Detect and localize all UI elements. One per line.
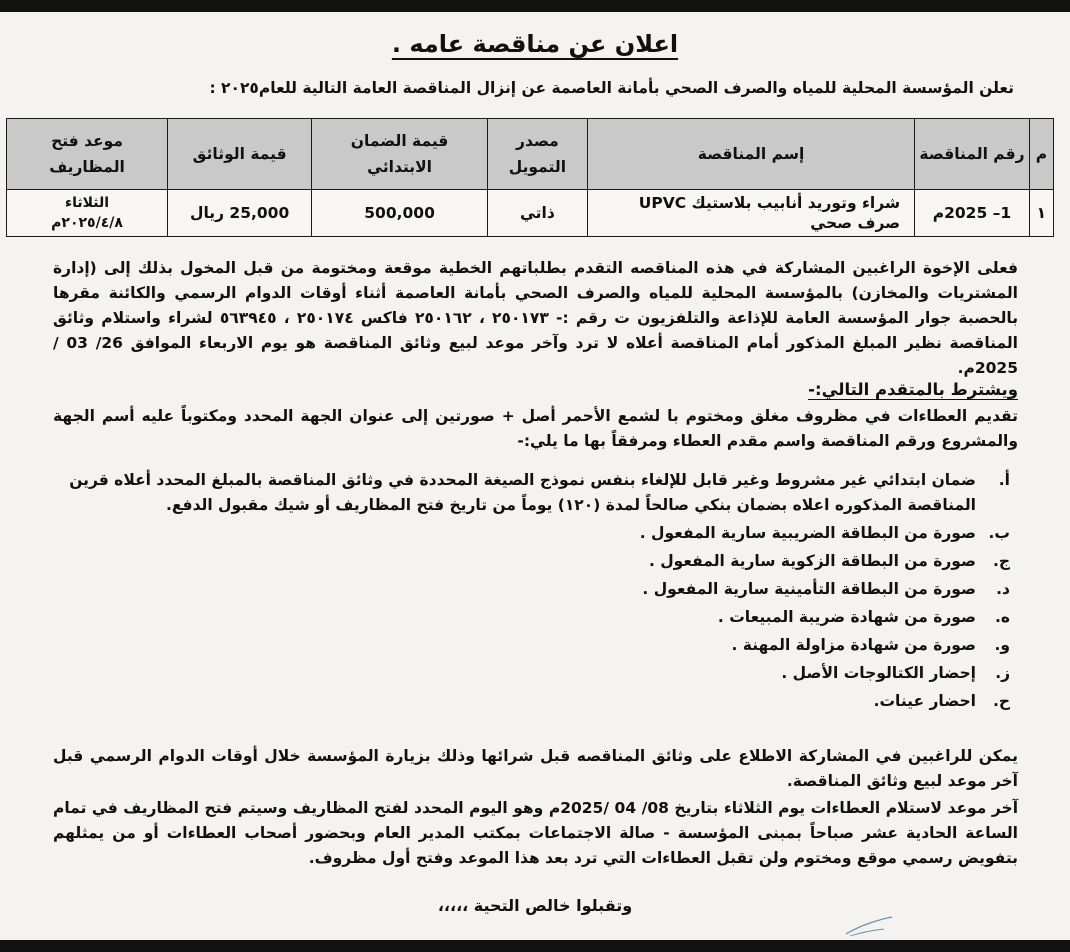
conditions-heading: ويشترط بالمتقدم التالي:-	[808, 380, 1018, 399]
list-item: ز. إحضار الكتالوجات الأصل .	[781, 664, 1010, 682]
list-item: ه. صورة من شهادة ضريبة المبيعات .	[717, 608, 1010, 626]
announcement-page	[0, 12, 1070, 940]
table-row	[7, 190, 1054, 237]
header-funding: مصدر التمويل	[487, 119, 587, 190]
participation-paragraph: فعلى الإخوة الراغبين المشاركة في هذه المناقصه التقدم بطلباتهم الخطية موقعة ومختومة من قبل المخول بذلك إلى (إدارة المشتريات والمخازن) بالمؤسسة المحلية للمياه والصرف الصحي بأمانة العاصمة أثناء أوقات الدوام الرسمي والكائنة مقرها بالحصبة جوار المؤسسة العامة للإذاعة والتلفزيون ت رقم :- ٢٥٠١٧٣ ، ٢٥٠١٦٢ فاكس ٢٥٠١٧٤ ، ٥٦٣٩٤٥ لشراء واستلام وثائق المناقصة نظير المبلغ المذكور أمام المناقصة أعلاه لا ترد وآخر موعد لبيع وثائق المناقصة هو يوم الاربعاء الموافق 26/ 03 / 2025م.	[53, 259, 1019, 377]
intro-line: تعلن المؤسسة المحلية للمياه والصرف الصحي بأمانة العاصمة عن إنزال المناقصة العامة التالية للعام٢٠٢٥ :	[209, 79, 1014, 97]
cell-docs-price: 25,000 ريال	[168, 190, 312, 237]
bottom-dark-border	[0, 940, 1070, 952]
list-item: أ. ضمان ابتدائي غير مشروط وغير قابل للإلغاء بنفس نموذج الصيغة المحددة في وثائق المناقصة بالمبلغ المحدد أعلاه قرين المناقصة المذكوره اعلاه بضمان بنكي صالحاً لمدة (١٢٠) يوماً من تاريخ فتح المظاريف أو شيك مقبول الدفع.	[69, 471, 1010, 514]
cell-tender-name: شراء وتوريد أنابيب بلاستيك UPVC صرف صحي	[587, 190, 914, 237]
cell-funding: ذاتي	[487, 190, 587, 237]
requirements-list	[60, 468, 1010, 717]
page-title: اعلان عن مناقصة عامه .	[391, 30, 679, 58]
header-m: م	[1029, 119, 1053, 190]
list-item: ب. صورة من البطاقة الضريبية سارية المفعول .	[639, 524, 1010, 542]
submission-deadline-paragraph: آخر موعد لاستلام العطاءات يوم الثلاثاء بتاريخ 08/ 04 /2025م وهو اليوم المحدد لفتح المظاريف وسيتم فتح المظاريف في تمام الساعة الحادية عشر صباحاً بمبنى المؤسسة - صالة الاجتماعات بمكتب المدير العام وبحضور أصحاب العطاءات أو من يمثلهم بتفويض رسمي موقع ومختوم ولن تقبل العطاءات التي ترد بعد هذا الموعد وفتح أول مظروف.	[53, 799, 1019, 867]
list-item: ج. صورة من البطاقة الزكوية سارية المفعول .	[648, 552, 1010, 570]
header-opening-date: موعد فتح المظاريف	[7, 119, 168, 190]
tender-table	[6, 118, 1054, 237]
list-item: و. صورة من شهادة مزاولة المهنة .	[731, 636, 1010, 654]
list-item: د. صورة من البطاقة التأمينية سارية المفعول .	[642, 580, 1010, 598]
cell-guarantee: 500,000	[312, 190, 488, 237]
cell-tender-number: 1– 2025م	[915, 190, 1030, 237]
header-tender-name: إسم المناقصة	[587, 119, 914, 190]
header-tender-number: رقم المناقصة	[915, 119, 1030, 190]
cell-opening-date: الثلاثاء ٢٠٢٥/٤/٨م	[7, 190, 168, 237]
list-item: ح. احضار عينات.	[873, 692, 1010, 710]
signature-stroke	[844, 914, 894, 938]
cell-m: ١	[1029, 190, 1053, 237]
header-docs-price: قيمة الوثائق	[168, 119, 312, 190]
inspection-paragraph: يمكن للراغبين في المشاركة الاطلاع على وثائق المناقصه قبل شرائها وذلك بزيارة المؤسسة خلال أوقات الدوام الرسمي قبل آخر موعد لبيع وثائق المناقصة.	[53, 747, 1018, 790]
table-header-row	[7, 119, 1054, 190]
conditions-intro: تقديم العطاءات في مظروف مغلق ومختوم با لشمع الأحمر أصل + صورتين إلى عنوان الجهة المحدد ومكتوباً عليه أسم الجهة والمشروع ورقم المناقصة واسم مقدم العطاء ومرفقاً بها ما يلي:-	[53, 407, 1018, 450]
closing-greeting: وتقبلوا خالص التحية ،،،،،	[437, 896, 633, 915]
top-dark-border	[0, 0, 1070, 12]
header-guarantee: قيمة الضمان الابتدائي	[312, 119, 488, 190]
